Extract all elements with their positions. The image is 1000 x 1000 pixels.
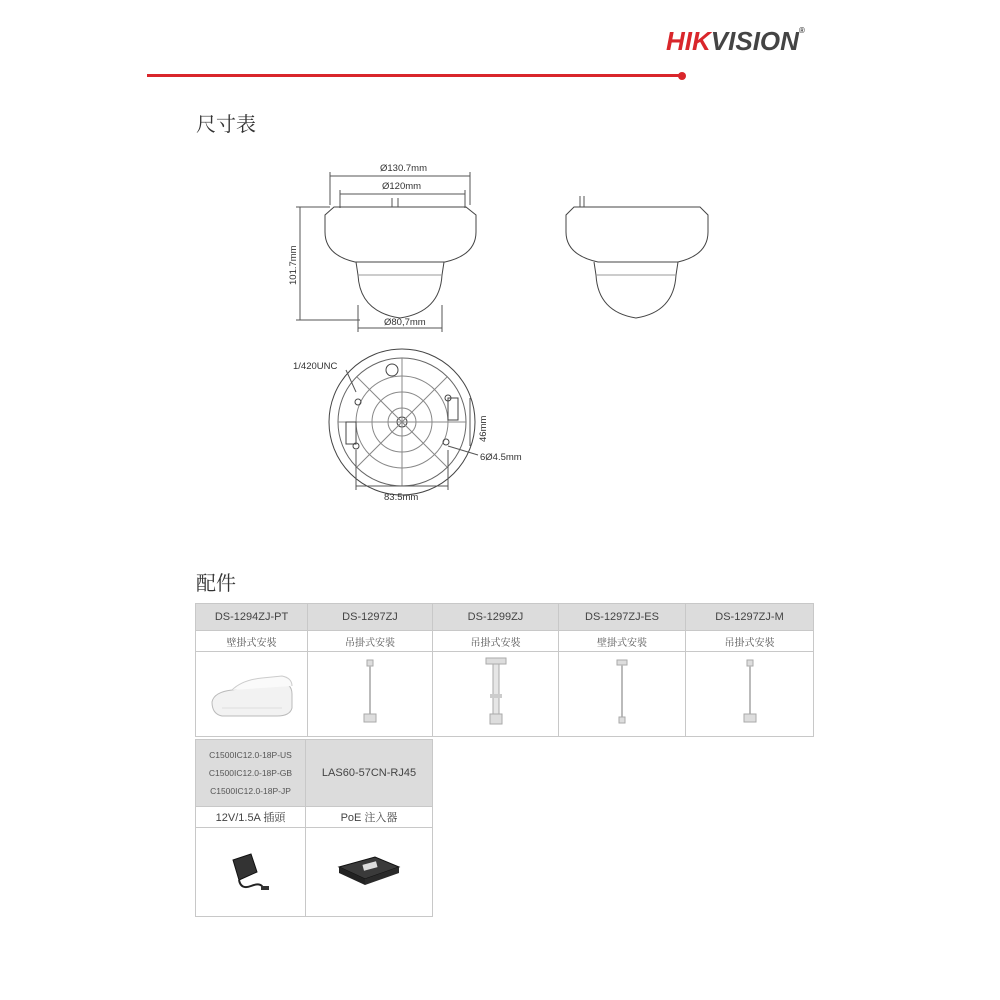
pendant-pole-icon bbox=[355, 656, 385, 728]
logo-red-text: HIK bbox=[666, 26, 711, 56]
poe-injector-icon bbox=[329, 845, 409, 895]
model-cell: DS-1297ZJ-M bbox=[686, 604, 814, 631]
accessories-table-power bbox=[195, 739, 433, 917]
poe-injector-model: LAS60-57CN-RJ45 bbox=[306, 740, 433, 807]
dome-diameter-label: Ø80,7mm bbox=[384, 317, 426, 328]
power-adapter-desc: 12V/1.5A 插頭 bbox=[196, 807, 306, 828]
pendant-pole-icon bbox=[735, 656, 765, 728]
height-label: 101.7mm bbox=[288, 245, 299, 285]
mounting-base-view bbox=[329, 349, 478, 495]
model-cell: DS-1299ZJ bbox=[433, 604, 559, 631]
camera-front-view bbox=[296, 172, 476, 332]
logo-dark-text: VISION bbox=[710, 26, 799, 56]
mount-type-cell: 吊掛式安裝 bbox=[308, 631, 433, 652]
thread-label: 1/420UNC bbox=[293, 361, 338, 372]
model-line: C1500IC12.0-18P-GB bbox=[208, 768, 293, 778]
poe-injector-desc: PoE 注入器 bbox=[306, 807, 433, 828]
hole-spacing-v-label: 46mm bbox=[478, 415, 489, 442]
hole-spacing-h-label: 83.5mm bbox=[384, 492, 419, 503]
inner-diameter-label: Ø120mm bbox=[382, 181, 422, 192]
mount-type-cell: 吊掛式安裝 bbox=[433, 631, 559, 652]
power-adapter-models bbox=[196, 740, 306, 807]
model-cell: DS-1294ZJ-PT bbox=[196, 604, 308, 631]
model-cell: DS-1297ZJ bbox=[308, 604, 433, 631]
pendant-pole-long-icon bbox=[481, 654, 511, 730]
hikvision-logo: HIKVISION® bbox=[666, 26, 805, 56]
accessories-table-mounts bbox=[195, 603, 814, 737]
camera-side-view bbox=[566, 196, 708, 318]
dimensions-title: 尺寸表 bbox=[196, 112, 256, 136]
model-line: C1500IC12.0-18P-US bbox=[209, 750, 292, 760]
pendant-pole-icon bbox=[607, 656, 637, 728]
mount-type-cell: 壁掛式安裝 bbox=[559, 631, 686, 652]
model-cell: DS-1297ZJ-ES bbox=[559, 604, 686, 631]
outer-diameter-label: Ø130.7mm bbox=[380, 163, 427, 174]
model-line: C1500IC12.0-18P-JP bbox=[210, 786, 291, 796]
power-adapter-icon bbox=[221, 840, 281, 900]
wall-bracket-icon bbox=[202, 662, 302, 722]
holes-label: 6Ø4.5mm bbox=[480, 452, 522, 463]
mount-type-cell: 吊掛式安裝 bbox=[686, 631, 814, 652]
accessories-title: 配件 bbox=[196, 571, 236, 595]
mount-type-cell: 壁掛式安裝 bbox=[196, 631, 308, 652]
